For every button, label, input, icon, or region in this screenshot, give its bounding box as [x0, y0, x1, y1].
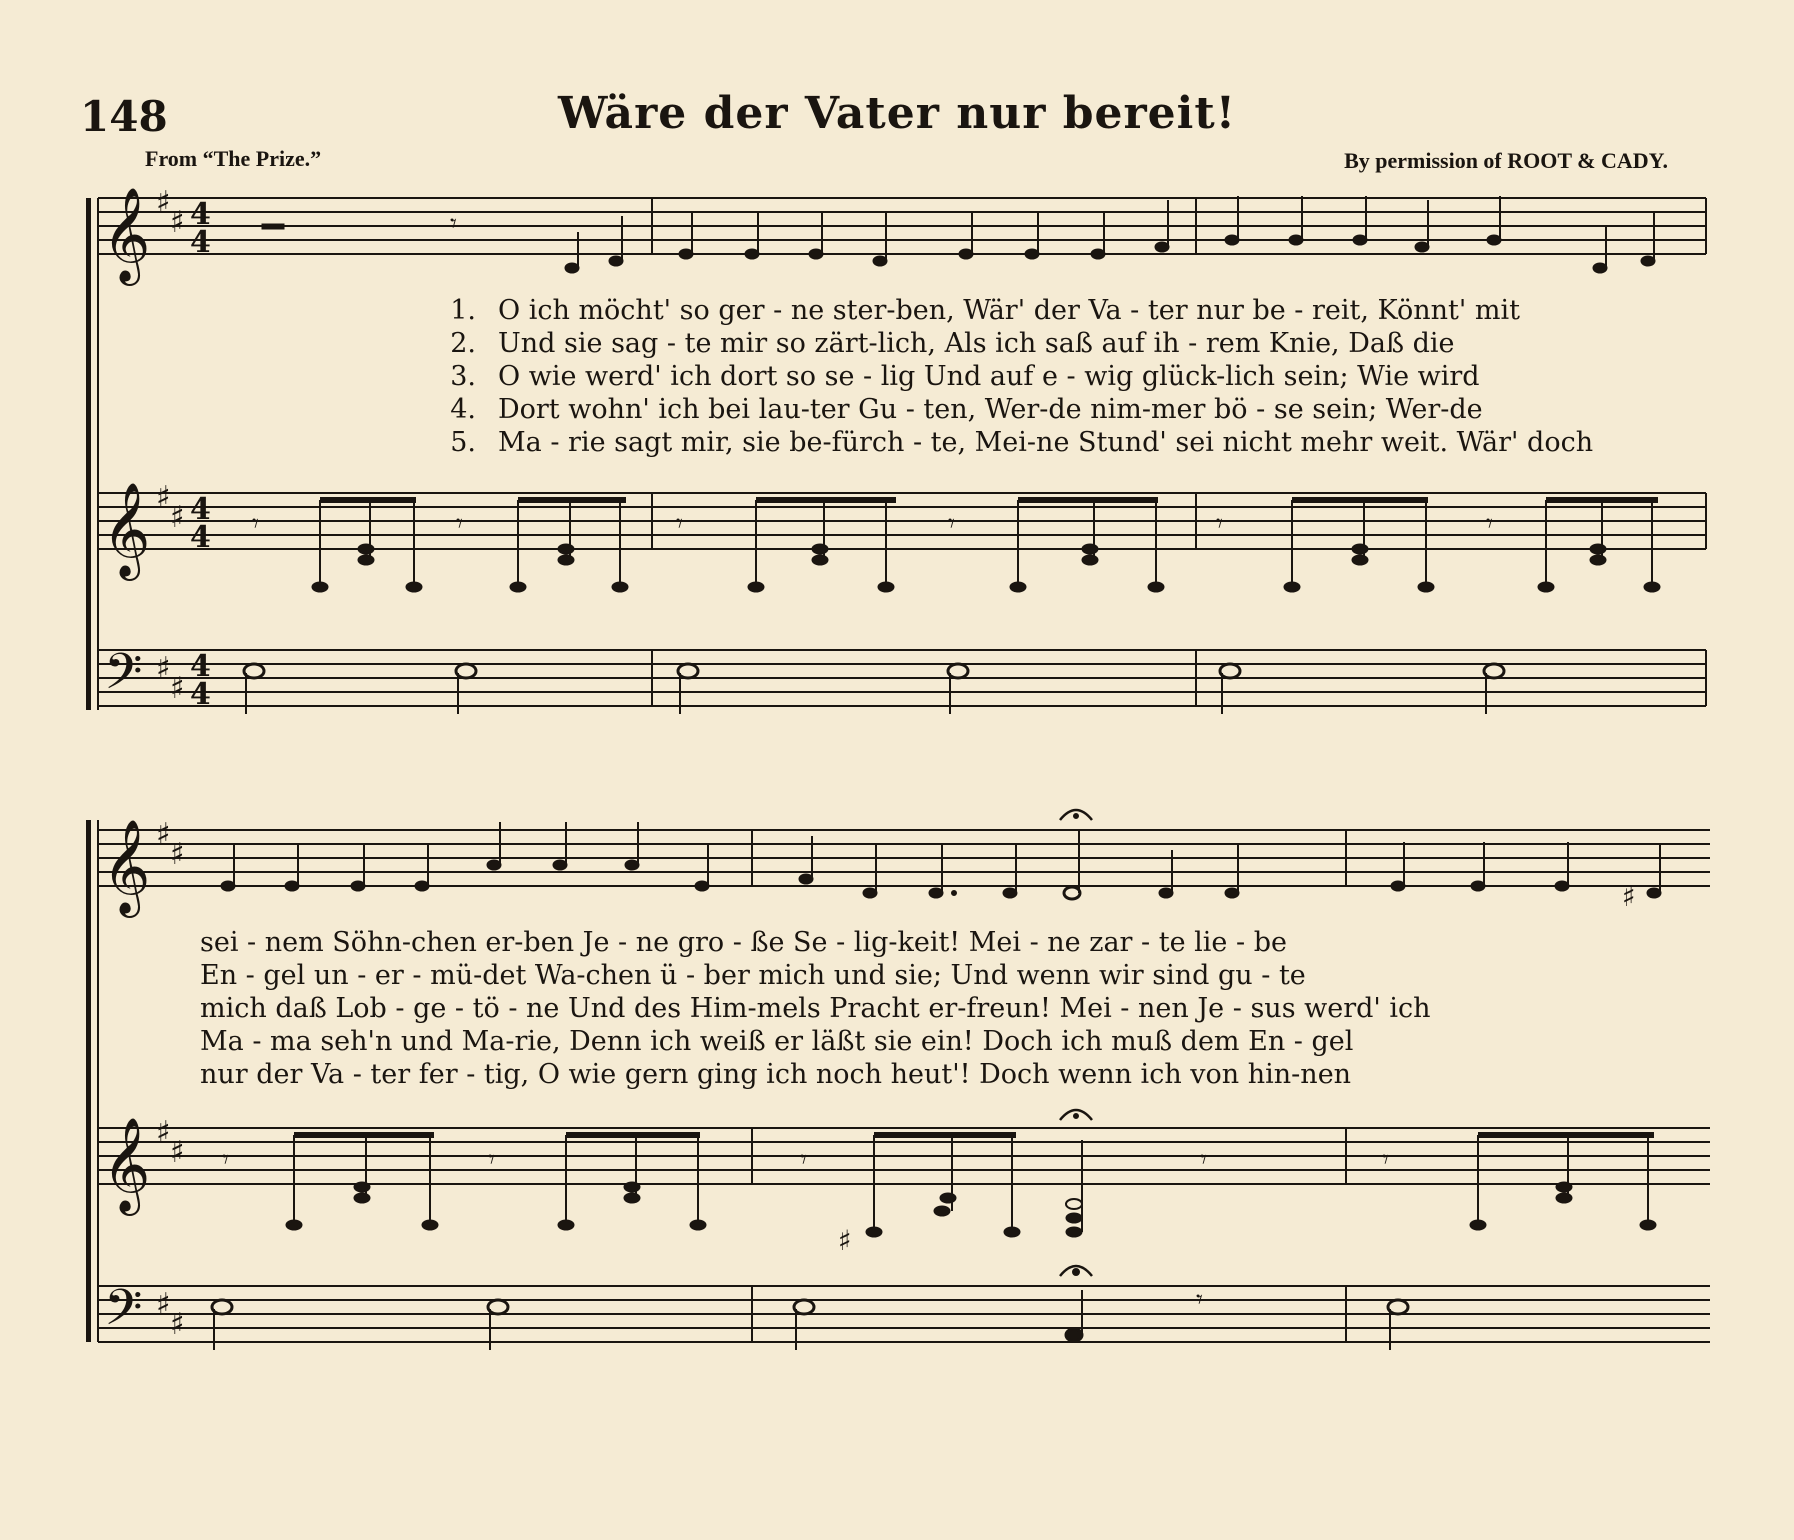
lyric-text: En - gel un - er - mü-det Wa-chen ü - ber mich und sie; Und wenn wir sind gu - te — [200, 960, 1306, 991]
svg-text:𝄾: 𝄾 — [1196, 1285, 1203, 1315]
svg-text:𝄾: 𝄾 — [948, 509, 955, 539]
svg-text:𝄾: 𝄾 — [1382, 1145, 1389, 1175]
treble-clef: 𝄞 — [102, 819, 151, 914]
lyric-text: Ma - rie sagt mir, sie be-fürch - te, Mei-ne Stund' sei nicht mehr weit. Wär' doch — [498, 427, 1594, 458]
verse-number: 5. — [450, 427, 476, 458]
svg-text:♯: ♯ — [170, 1307, 185, 1342]
lyric-text: mich daß Lob - ge - tö - ne Und des Him-mels Pracht er-freun! Mei - nen Je - sus werd' ich — [200, 993, 1431, 1024]
verse-number: 4. — [450, 394, 476, 425]
system-bracket — [86, 820, 91, 1342]
svg-text:𝄾: 𝄾 — [676, 509, 683, 539]
permission-credit: By permission of ROOT & CADY. — [1344, 148, 1668, 173]
lyric-text: O wie werd' ich dort so se - lig Und auf e - wig glück-lich sein; Wie wird — [498, 361, 1480, 392]
svg-text:4: 4 — [190, 649, 211, 684]
svg-text:♯: ♯ — [170, 1135, 185, 1170]
bass-notes — [212, 1266, 1408, 1350]
svg-text:4: 4 — [190, 197, 211, 232]
lyric-line — [200, 1025, 1431, 1058]
melody-notes — [221, 810, 1661, 913]
treble-clef: 𝄞 — [102, 187, 151, 282]
lyric-line — [200, 959, 1431, 992]
svg-text:4: 4 — [190, 492, 211, 527]
page-number: 148 — [80, 92, 168, 141]
key-signature — [156, 817, 185, 1342]
svg-text:♯: ♯ — [170, 500, 185, 535]
svg-text:𝄾: 𝄾 — [1486, 509, 1493, 539]
lyric-text: nur der Va - ter fer - tig, O wie gern ging ich noch heut'! Doch wenn ich von hin-nen — [200, 1059, 1352, 1090]
verse-lyrics-system-2 — [200, 926, 1431, 1091]
svg-text:♯: ♯ — [170, 837, 185, 872]
verse-number: 3. — [450, 361, 476, 392]
melody-staff — [98, 830, 1710, 886]
svg-text:♯: ♯ — [156, 185, 171, 220]
lyric-text: Und sie sag - te mir so zärt-lich, Als ich saß auf ih - rem Knie, Daß die — [498, 328, 1455, 359]
svg-text:𝄾: 𝄾 — [1216, 509, 1223, 539]
svg-text:♯: ♯ — [156, 1287, 171, 1322]
svg-text:♯: ♯ — [170, 671, 185, 706]
svg-text:𝄾: 𝄾 — [488, 1145, 495, 1175]
lyric-line — [200, 1058, 1431, 1091]
svg-text:♯: ♯ — [1622, 880, 1636, 913]
bass-staff — [98, 1286, 1710, 1342]
treble-clef: 𝄞 — [102, 482, 151, 577]
lyric-text: sei - nem Söhn-chen er-ben Je - ne gro - ße Se - lig-keit! Mei - ne zar - te lie - be — [200, 927, 1287, 958]
svg-text:𝄾: 𝄾 — [456, 509, 463, 539]
verse-number: 2. — [450, 328, 476, 359]
svg-text:♯: ♯ — [156, 1115, 171, 1150]
svg-text:4: 4 — [190, 225, 211, 260]
svg-text:♯: ♯ — [838, 1224, 852, 1257]
svg-text:♯: ♯ — [156, 651, 171, 686]
svg-text:𝄾: 𝄾 — [1200, 1145, 1207, 1175]
bass-clef: 𝄢 — [104, 1279, 143, 1349]
svg-text:♯: ♯ — [156, 480, 171, 515]
bass-clef: 𝄢 — [104, 643, 143, 713]
svg-text:4: 4 — [190, 677, 211, 712]
svg-text:♯: ♯ — [156, 817, 171, 852]
lyric-text: Dort wohn' ich bei lau-ter Gu - ten, Wer-de nim-mer bö - se sein; Wer-de — [498, 394, 1483, 425]
svg-text:4: 4 — [190, 520, 211, 555]
song-title: Wäre der Vater nur bereit! — [557, 88, 1237, 139]
verse-number: 1. — [450, 295, 476, 326]
svg-text:♯: ♯ — [170, 205, 185, 240]
svg-text:𝄾: 𝄾 — [252, 509, 259, 539]
lyric-text: O ich möcht' so ger - ne ster-ben, Wär' der Va - ter nur be - reit, Könnt' mit — [498, 295, 1520, 326]
svg-text:𝄾: 𝄾 — [800, 1145, 807, 1175]
lyric-line — [200, 926, 1431, 959]
source-credit: From “The Prize.” — [145, 146, 322, 171]
treble-clef: 𝄞 — [102, 1117, 151, 1212]
lyric-text: Ma - ma seh'n und Ma-rie, Denn ich weiß er läßt sie ein! Doch ich muß dem En - gel — [200, 1026, 1354, 1057]
svg-text:𝄾: 𝄾 — [450, 209, 457, 239]
svg-text:𝄾: 𝄾 — [222, 1145, 229, 1175]
lyric-line — [200, 992, 1431, 1025]
